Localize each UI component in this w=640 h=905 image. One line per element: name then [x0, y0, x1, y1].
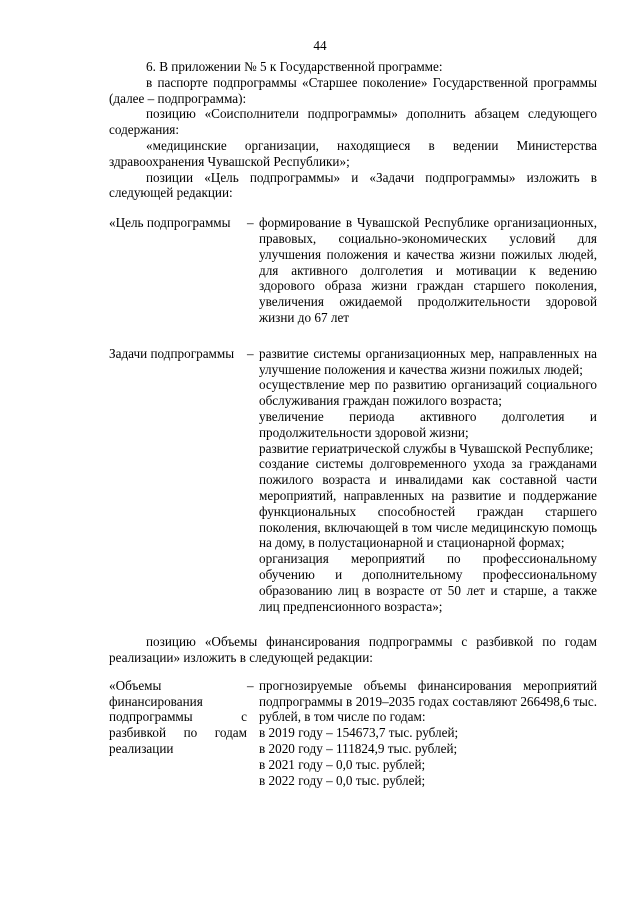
task-item: развитие системы организационных мер, направленных на улучшение положения и качества жизни пожилых людей; [259, 345, 597, 377]
task-item: развитие гериатрической службы в Чувашской Республике; [259, 440, 594, 456]
page-number: 44 [313, 38, 327, 53]
paragraph: «медицинские организации, находящиеся в ведении Министерства здравоохранения Чувашской Республики»; [109, 137, 597, 169]
paragraph: 6. В приложении № 5 к Государственной программе: [146, 59, 443, 74]
goal-text [259, 215, 597, 326]
task-item: организация мероприятий по профессиональному обучению и дополнительному профессиональному образованию лиц в возрасте от 50 лет и старше, а также лиц предпенсионного возраста»; [259, 551, 597, 614]
tasks-label: Задачи подпрограммы [109, 345, 235, 361]
document-body [109, 59, 597, 788]
task-item: увеличение периода активного долголетия и продолжительности здоровой жизни; [259, 408, 597, 440]
tasks-list [259, 346, 597, 615]
paragraph: позиции «Цель подпрограммы» и «Задачи подпрограммы» изложить в следующей редакции: [109, 169, 597, 201]
paragraph: позицию «Объемы финансирования подпрограммы с разбивкой по годам реализации» изложить в следующей редакции: [109, 634, 597, 666]
funding-year: в 2019 году – 154673,7 тыс. рублей; [259, 725, 459, 741]
task-item: создание системы долговременного ухода за гражданами пожилого возраста и инвалидами как составной части мероприятий, направленных на развитие и поддержание функциональных способностей граждан старшего поколения, включающей в том числе медицинскую помощь на дому, в полустационарной и стационарной формах; [259, 456, 597, 551]
goal-label: «Цель подпрограммы [109, 215, 231, 231]
funding-text-body: прогнозируемые объемы финансирования мероприятий подпрограммы в 2019–2035 годах составляют 266498,6 тыс. рублей, в том числе по годам: [259, 677, 597, 725]
funding-text [259, 678, 597, 789]
goal-text-body: формирование в Чувашской Республике организационных, правовых, социально-экономических условий для улучшения положения и качества жизни пожилых людей, для активного долголетия и мотивации к ведению здорового образа жизни граждан старшего поколения, увеличения ожидаемой продолжительности здоровой жизни до 67 лет [259, 215, 597, 325]
tasks-row [109, 346, 597, 615]
task-item: осуществление мер по развитию организаций социального обслуживания граждан пожилого возраста; [259, 377, 597, 409]
dash: – [247, 345, 254, 361]
funding-year: в 2021 году – 0,0 тыс. рублей; [259, 756, 426, 772]
goal-row [109, 215, 597, 326]
dash: – [247, 215, 254, 231]
paragraph: позицию «Соисполнители подпрограммы» дополнить абзацем следующего содержания: [109, 106, 597, 138]
paragraph: в паспорте подпрограммы «Старшее поколение» Государственной программы (далее – подпрограмма): [109, 74, 597, 106]
dash: – [247, 677, 254, 693]
funding-year: в 2020 году – 111824,9 тыс. рублей; [259, 741, 458, 757]
funding-label: «Объемы финансирования подпрограммы с разбивкой по годам реализации [109, 677, 247, 757]
funding-row [109, 678, 597, 789]
funding-year: в 2022 году – 0,0 тыс. рублей; [259, 772, 426, 788]
